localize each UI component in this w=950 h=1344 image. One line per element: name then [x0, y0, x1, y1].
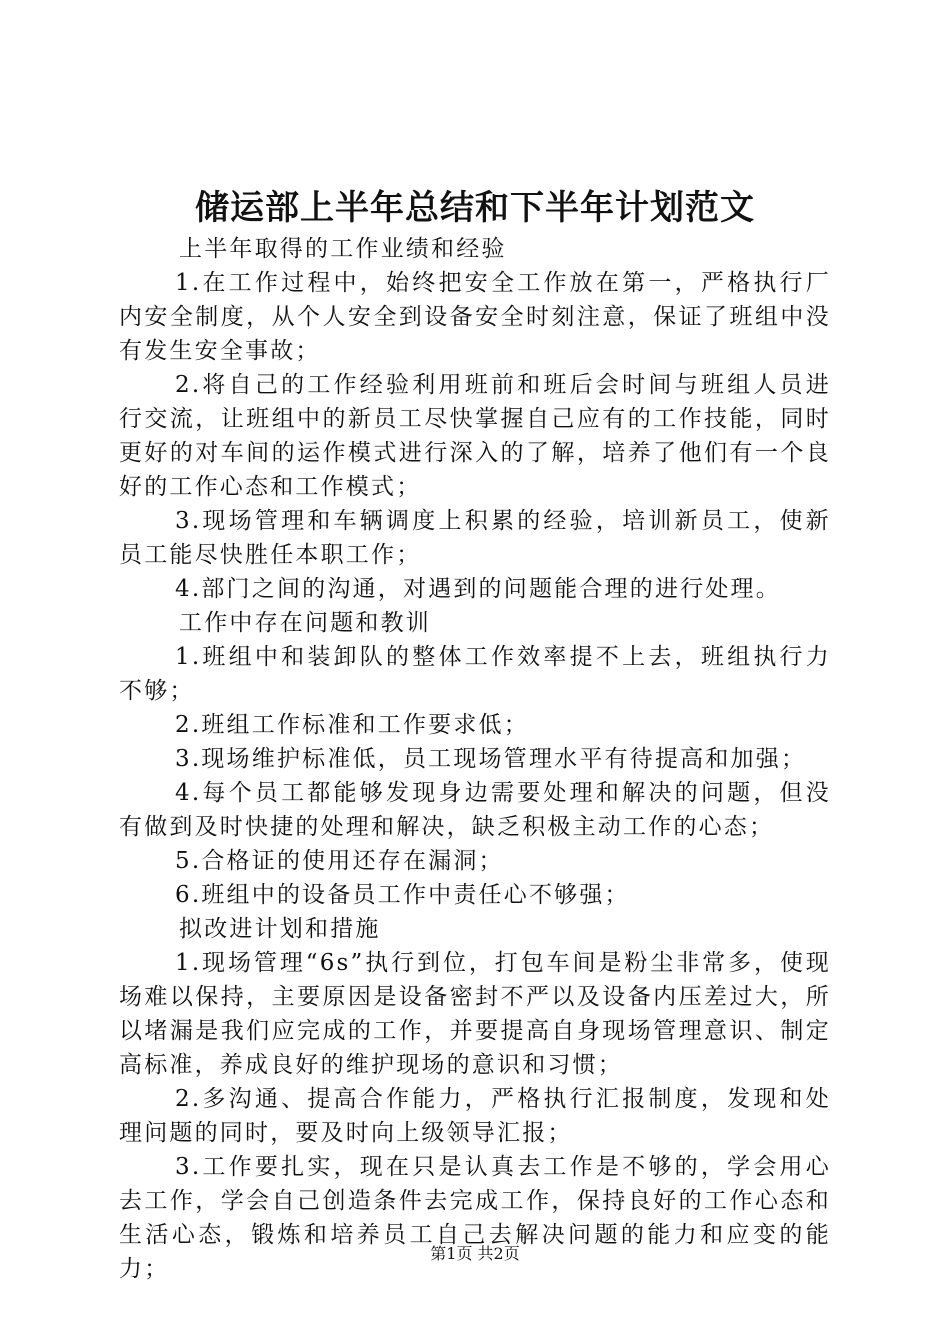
- paragraph: 3.现场维护标准低，员工现场管理水平有待提高和加强；: [175, 746, 807, 772]
- paragraph: 4.每个员工都能够发现身边需要处理和解决的问题，但没有做到及时快捷的处理和解决，缺乏积极主动工作的心态；: [119, 780, 831, 840]
- document-body: [119, 232, 831, 1286]
- paragraph: 2.多沟通、提高合作能力，严格执行汇报制度，发现和处理问题的同时，要及时向上级领导汇报；: [119, 1086, 831, 1146]
- paragraph: 1.现场管理“6s”执行到位，打包车间是粉尘非常多，使现场难以保持，主要原因是设备密封不严以及设备内压差过大，所以堵漏是我们应完成的工作，并要提高自身现场管理意识、制定高标准，养成良好的维护现场的意识和习惯；: [119, 950, 831, 1078]
- paragraph: 2.将自己的工作经验利用班前和班后会时间与班组人员进行交流，让班组中的新员工尽快掌握自己应有的工作技能，同时更好的对车间的运作模式进行深入的了解，培养了他们有一个良好的工作心态和工作模式；: [119, 372, 831, 500]
- section-heading: 上半年取得的工作业绩和经验: [179, 236, 507, 262]
- paragraph: 2.班组工作标准和工作要求低；: [175, 712, 529, 738]
- paragraph: 3.现场管理和车辆调度上积累的经验，培训新员工，使新员工能尽快胜任本职工作；: [119, 508, 831, 568]
- section-problems: [119, 606, 831, 912]
- paragraph: 1.班组中和装卸队的整体工作效率提不上去，班组执行力不够；: [119, 644, 831, 704]
- paragraph: 4.部门之间的沟通，对遇到的问题能合理的进行处理。: [175, 576, 781, 602]
- section-improvement-plan: [119, 912, 831, 1286]
- paragraph: 3.工作要扎实，现在只是认真去工作是不够的，学会用心去工作，学会自己创造条件去完成工作，保持良好的工作心态和生活心态，锻炼和培养员工自己去解决问题的能力和应变的能力；: [119, 1154, 831, 1282]
- section-heading: 拟改进计划和措施: [179, 916, 381, 942]
- paragraph: 5.合格证的使用还存在漏洞；: [175, 848, 504, 874]
- document-title: 储运部上半年总结和下半年计划范文: [195, 188, 755, 228]
- section-achievements: [119, 232, 831, 606]
- section-heading: 工作中存在问题和教训: [179, 610, 431, 636]
- paragraph: 6.班组中的设备员工作中责任心不够强；: [175, 882, 630, 908]
- page-footer: 第1页 共2页: [430, 1244, 520, 1263]
- paragraph: 1.在工作过程中，始终把安全工作放在第一，严格执行厂内安全制度，从个人安全到设备安全时刻注意，保证了班组中没有发生安全事故；: [119, 270, 831, 364]
